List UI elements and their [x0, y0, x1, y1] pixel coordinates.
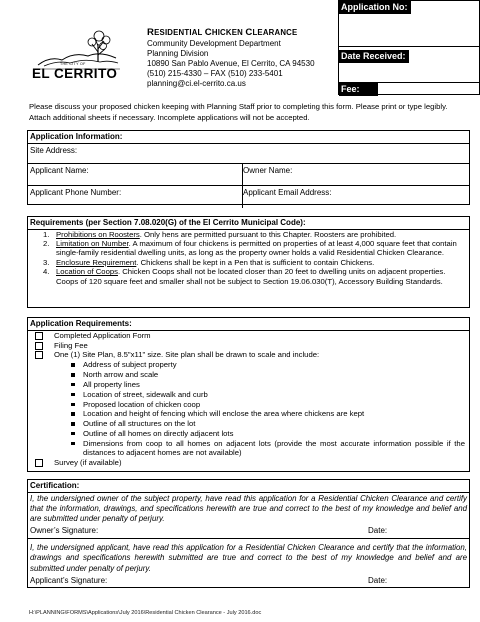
site-plan-item	[28, 409, 469, 419]
applicant-signature-field[interactable]	[28, 575, 469, 588]
site-plan-item	[28, 360, 469, 370]
owner-name-field[interactable]	[241, 164, 294, 185]
name-row	[28, 164, 469, 186]
checkbox-icon[interactable]	[35, 342, 43, 350]
checkbox-icon[interactable]	[35, 351, 43, 359]
owner-signature-label: Owner’s Signature:	[30, 526, 99, 536]
item-text: . A maximum of four chickens is permitted on properties of at least 4,000 square feet that contain single-family residential dwelling units, as long as the property owner holds a valid Residential Chicken Clearance.	[56, 239, 457, 258]
application-info-heading: Application Information:	[28, 131, 469, 144]
site-plan-item	[28, 380, 469, 390]
email-line: planning@ci.el-cerrito.ca.us	[147, 79, 246, 89]
date-received-field[interactable]	[339, 46, 479, 83]
applicant-phone-field[interactable]	[28, 186, 243, 208]
requirements-section	[27, 216, 470, 308]
bullet-icon	[71, 393, 75, 397]
site-plan-item-text: Dimensions from coop to all homes on adjacent lots (provide the most accurate information possible if the distances to adjacent homes are not available)	[83, 438, 465, 458]
intro-text: Please discuss your proposed chicken keeping with Planning Staff prior to completing this form. Please print or type legibly. Attach additional sheets if necessary. Incomplete applications will not be accepted.	[29, 102, 448, 122]
site-plan-checkbox-row[interactable]	[28, 350, 469, 360]
item-title: Prohibitions on Roosters	[56, 229, 140, 239]
fee-label: Fee:	[339, 83, 378, 96]
applicant-date-label: Date:	[368, 575, 388, 585]
filing-fee-label: Filing Fee	[54, 340, 88, 350]
bullet-icon	[71, 403, 75, 407]
site-plan-item	[28, 439, 469, 459]
filing-fee-checkbox-row[interactable]	[28, 341, 469, 351]
site-plan-item	[28, 429, 469, 439]
requirement-item	[43, 257, 465, 267]
applicant-signature-label: Applicant’s Signature:	[30, 575, 108, 585]
office-use-box	[338, 0, 480, 95]
checkbox-icon[interactable]	[35, 332, 43, 340]
requirement-item	[43, 239, 465, 258]
applicant-email-label: Applicant Email Address:	[243, 187, 332, 197]
bullet-icon	[71, 412, 75, 416]
site-plan-item-text: Address of subject property	[83, 360, 177, 370]
logo-name: EL CERRITO	[32, 66, 118, 81]
item-title: Enclosure Requirement	[56, 257, 137, 267]
site-plan-item-text: North arrow and scale	[83, 370, 159, 380]
site-plan-item-text: Outline of all structures on the lot	[83, 419, 196, 429]
site-address-label: Site Address:	[30, 145, 78, 155]
applicant-certification-text: I, the undersigned applicant, have read this application for a Residential Chicken Clearance and certify that the information, drawings and specifications herewith submitted are true and correct to the best of my knowledge and belief and are submitted under penalty of perjury.	[30, 543, 467, 573]
item-title: Location of Coops	[56, 267, 118, 277]
certification-section	[27, 479, 470, 588]
site-plan-item	[28, 370, 469, 380]
address-line: 10890 San Pablo Avenue, El Cerrito, CA 94530	[147, 58, 315, 68]
form-title: RESIDENTIAL CHICKEN CLEARANCE	[147, 27, 298, 38]
division-line: Planning Division	[147, 48, 209, 58]
item-text: . Chicken Coops shall not be located closer than 20 feet to dwelling units on adjacent properties. Coops of 120 square feet and smaller shall not be subject to Section 19.06.030(T), Accessory Building Standards.	[56, 267, 446, 286]
owner-date-label: Date:	[368, 526, 388, 536]
application-requirements-heading: Application Requirements:	[28, 318, 469, 331]
site-plan-item	[28, 400, 469, 410]
site-plan-item-text: Proposed location of chicken coop	[83, 399, 201, 409]
item-text: . Chickens shall be kept in a Pen that is sufficient to contain Chickens.	[136, 257, 375, 267]
bullet-icon	[71, 363, 75, 367]
applicant-name-field[interactable]	[28, 164, 243, 185]
bullet-icon	[71, 442, 75, 446]
item-number: 4.	[43, 267, 50, 277]
requirement-item	[43, 229, 465, 239]
checkbox-icon[interactable]	[35, 459, 43, 467]
item-number: 2.	[43, 239, 50, 248]
item-title: Limitation on Number	[56, 239, 129, 248]
owner-certification-text: I, the undersigned owner of the subject property, have read this application for a Residential Chicken Clearance and certify that the information, drawings, and specifications herewith are true and correct to the best of my knowledge and belief and are submitted under penalty of perjury.	[30, 493, 467, 523]
completed-form-checkbox-row[interactable]	[28, 331, 469, 341]
logo-small-text: THE CITY OF	[60, 62, 86, 66]
contact-row	[28, 186, 469, 208]
site-plan-label: One (1) Site Plan, 8.5"x11" size. Site plan shall be drawn to scale and include:	[54, 350, 320, 360]
department-header	[147, 27, 347, 90]
site-address-field[interactable]	[28, 144, 469, 164]
phone-line: (510) 215-4330 – FAX (510) 233-5401	[147, 69, 283, 79]
department-line: Community Development Department	[147, 38, 281, 48]
site-plan-item	[28, 419, 469, 429]
item-number: 1.	[43, 229, 50, 239]
requirements-list	[28, 230, 469, 286]
survey-label: Survey (if available)	[54, 458, 122, 468]
site-plan-item-text: All property lines	[83, 379, 140, 389]
bullet-icon	[71, 373, 75, 377]
fee-field[interactable]	[339, 83, 378, 96]
application-no-field[interactable]	[339, 1, 479, 47]
site-plan-item-text: Location of street, sidewalk and curb	[83, 389, 208, 399]
application-requirements-section	[27, 317, 470, 472]
site-plan-item-text: Outline of all homes on directly adjacent lots	[83, 428, 234, 438]
applicant-phone-label: Applicant Phone Number:	[30, 187, 122, 197]
item-text: . Only hens are permitted pursuant to this Chapter. Roosters are prohibited.	[139, 229, 397, 239]
application-no-label: Application No:	[339, 1, 411, 14]
requirement-item	[43, 267, 465, 286]
owner-signature-field[interactable]	[28, 525, 469, 539]
survey-checkbox-row[interactable]	[28, 458, 469, 468]
applicant-email-field[interactable]	[241, 186, 334, 208]
requirements-heading: Requirements (per Section 7.08.020(G) of the El Cerrito Municipal Code):	[28, 217, 469, 230]
completed-form-label: Completed Application Form	[54, 330, 151, 340]
el-cerrito-logo	[30, 22, 125, 84]
certification-heading: Certification:	[28, 480, 469, 493]
owner-name-label: Owner Name:	[243, 165, 293, 175]
item-number: 3.	[43, 257, 50, 267]
bullet-icon	[71, 422, 75, 426]
application-info-section	[27, 130, 470, 205]
applicant-name-label: Applicant Name:	[30, 165, 89, 175]
file-path-footer: H:\PLANNING\FORMS\Applications\July 2016\Residential Chicken Clearance - July 2016.doc	[29, 610, 262, 616]
site-plan-item	[28, 390, 469, 400]
site-plan-item-text: Location and height of fencing which will enclose the area where chickens are kept	[83, 409, 365, 419]
bullet-icon	[71, 432, 75, 436]
date-received-label: Date Received:	[339, 50, 409, 63]
bullet-icon	[71, 383, 75, 387]
